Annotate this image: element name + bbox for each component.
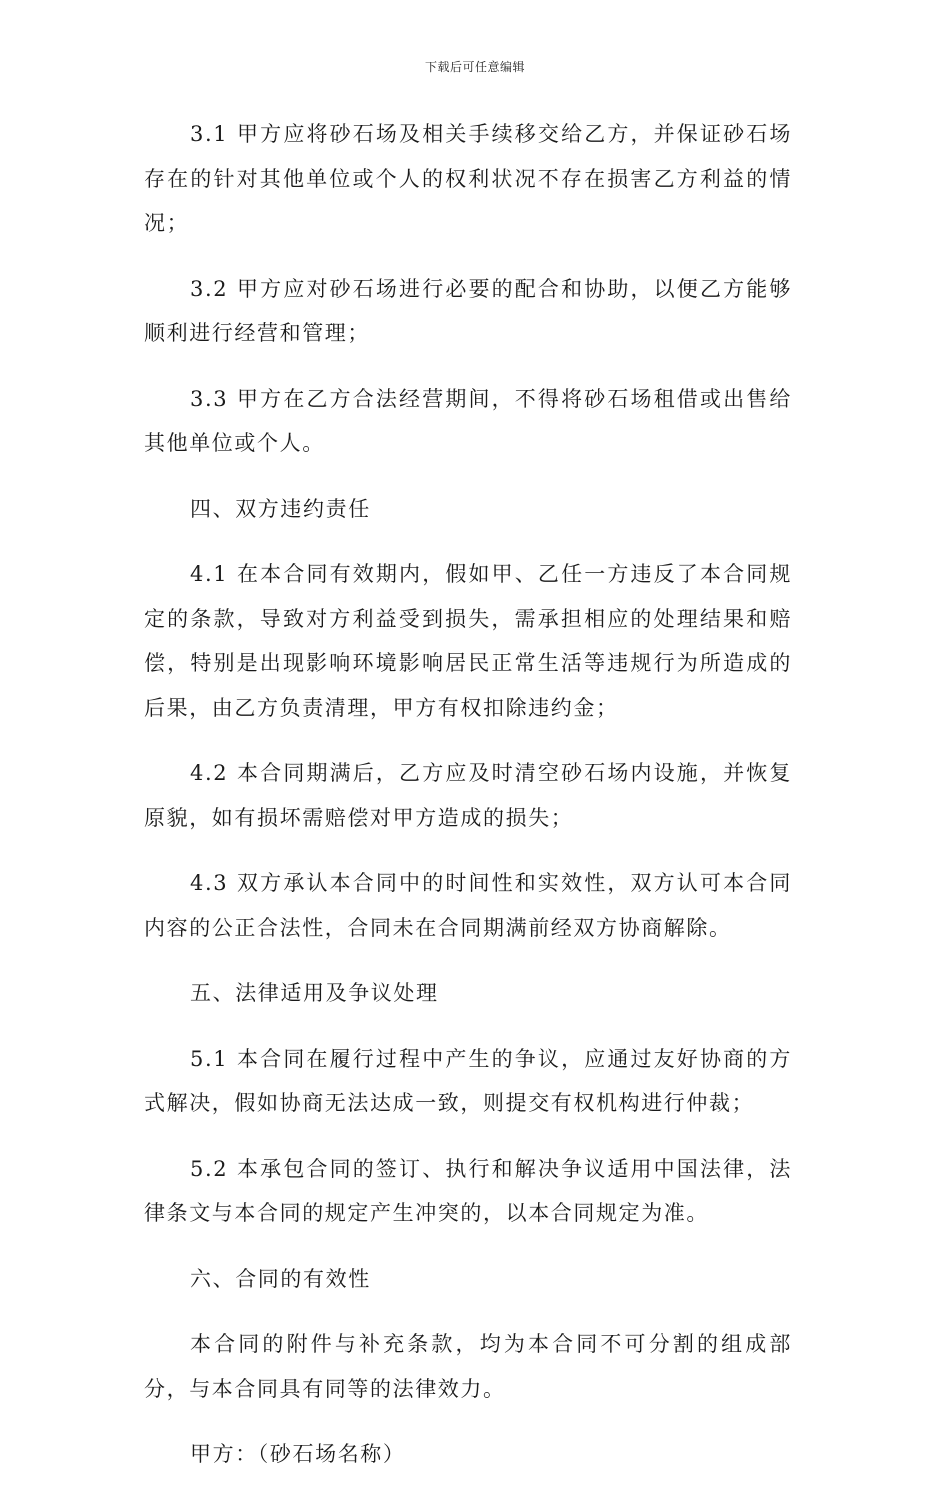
clause-3-3: 3.3 甲方在乙方合法经营期间，不得将砂石场租借或出售给其他单位或个人。 [144, 386, 792, 455]
clause-3-2: 3.2 甲方应对砂石场进行必要的配合和协助，以便乙方能够顺利进行经营和管理； [144, 276, 792, 345]
party-a-signature-line: 甲方：（砂石场名称） [190, 1442, 406, 1466]
clause-5-1: 5.1 本合同在履行过程中产生的争议，应通过友好协商的方式解决，假如协商无法达成一致，则提交有权机构进行仲裁； [144, 1046, 792, 1115]
clause-4-1: 4.1 在本合同有效期内，假如甲、乙任一方违反了本合同规定的条款，导致对方利益受到损失，需承担相应的处理结果和赔偿，特别是出现影响环境影响居民正常生活等违规行为所造成的后果，由乙方负责清理，甲方有权扣除违约金； [144, 562, 792, 720]
page-header: 下载后可任意编辑 [424, 60, 525, 74]
document-body [144, 112, 792, 1498]
validity-paragraph: 本合同的附件与补充条款，均为本合同不可分割的组成部分，与本合同具有同等的法律效力。 [144, 1332, 792, 1401]
section-heading-5: 五、法律适用及争议处理 [190, 981, 439, 1005]
clause-4-3: 4.3 双方承认本合同中的时间性和实效性，双方认可本合同内容的公正合法性，合同未在合同期满前经双方协商解除。 [144, 871, 792, 940]
clause-5-2: 5.2 本承包合同的签订、执行和解决争议适用中国法律，法律条文与本合同的规定产生冲突的，以本合同规定为准。 [144, 1156, 792, 1225]
section-heading-4: 四、双方违约责任 [190, 496, 371, 521]
clause-3-1: 3.1 甲方应将砂石场及相关手续移交给乙方，并保证砂石场存在的针对其他单位或个人的权利状况不存在损害乙方利益的情况； [144, 122, 792, 235]
clause-4-2: 4.2 本合同期满后，乙方应及时清空砂石场内设施，并恢复原貌，如有损坏需赔偿对甲方造成的损失； [144, 761, 792, 830]
section-heading-6: 六、合同的有效性 [190, 1266, 371, 1291]
